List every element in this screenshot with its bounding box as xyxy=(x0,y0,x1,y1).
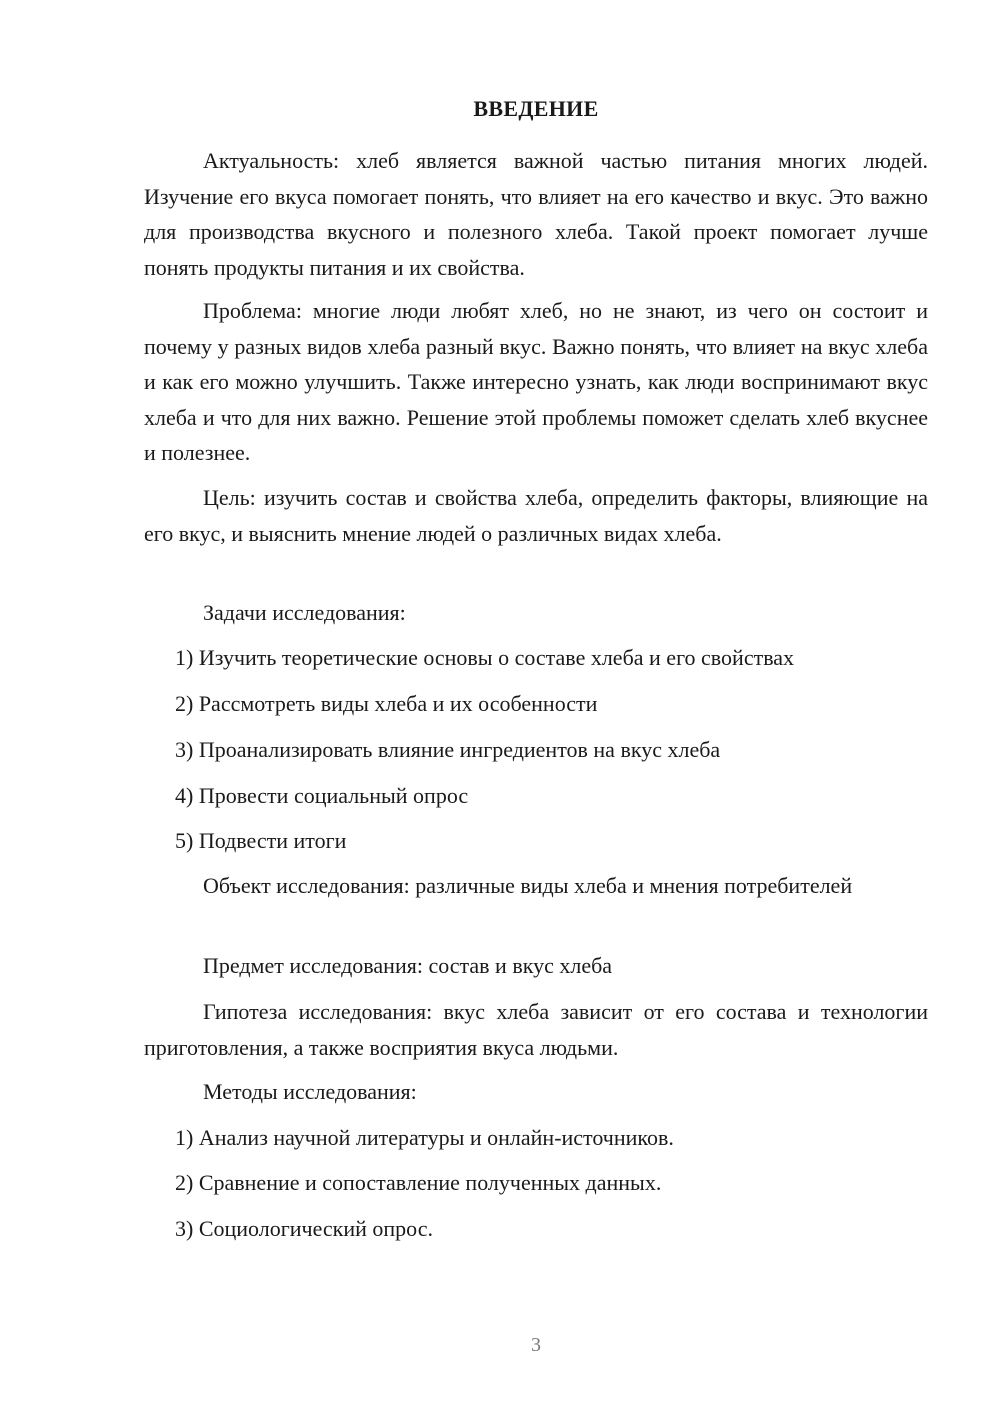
method-item: 3) Социологический опрос. xyxy=(175,1216,433,1241)
task-item: 3) Проанализировать влияние ингредиентов на вкус хлеба xyxy=(175,737,721,762)
paragraph-hypothesis: Гипотеза исследования: вкус хлеба зависит от его состава и технологии приготовления, а также восприятия вкуса людьми. xyxy=(144,999,928,1060)
methods-title: Методы исследования: xyxy=(203,1079,417,1104)
paragraph-goal: Цель: изучить состав и свойства хлеба, определить факторы, влияющие на его вкус, и выяснить мнение людей о различных видах хлеба. xyxy=(144,485,928,546)
method-item: 2) Сравнение и сопоставление полученных данных. xyxy=(175,1170,662,1195)
section-heading: ВВЕДЕНИЕ xyxy=(473,96,599,121)
paragraph-object: Объект исследования: различные виды хлеба и мнения потребителей xyxy=(203,873,853,898)
task-item: 2) Рассмотреть виды хлеба и их особенности xyxy=(175,691,598,716)
task-item: 4) Провести социальный опрос xyxy=(175,783,469,808)
tasks-title: Задачи исследования: xyxy=(203,600,406,625)
paragraph-relevance: Актуальность: хлеб является важной частью питания многих людей. Изучение его вкуса помогает понять, что влияет на его качество и вкус. Это важно для производства вкусного и полезного хлеба. Такой проект помогает лучше понять продукты питания и их свойства. xyxy=(144,148,928,280)
task-item: 1) Изучить теоретические основы о составе хлеба и его свойствах xyxy=(175,645,795,670)
method-item: 1) Анализ научной литературы и онлайн-источников. xyxy=(175,1125,674,1150)
task-item: 5) Подвести итоги xyxy=(175,828,347,853)
subject-line: Предмет исследования: состав и вкус хлеба xyxy=(203,953,613,978)
page-number: 3 xyxy=(531,1334,541,1356)
paragraph-problem: Проблема: многие люди любят хлеб, но не знают, из чего он состоит и почему у разных видов хлеба разный вкус. Важно понять, что влияет на вкус хлеба и как его можно улучшить. Также интересно узнать, как люди воспринимают вкус хлеба и что для них важно. Решение этой проблемы поможет сделать хлеб вкуснее и полезнее. xyxy=(144,298,928,465)
